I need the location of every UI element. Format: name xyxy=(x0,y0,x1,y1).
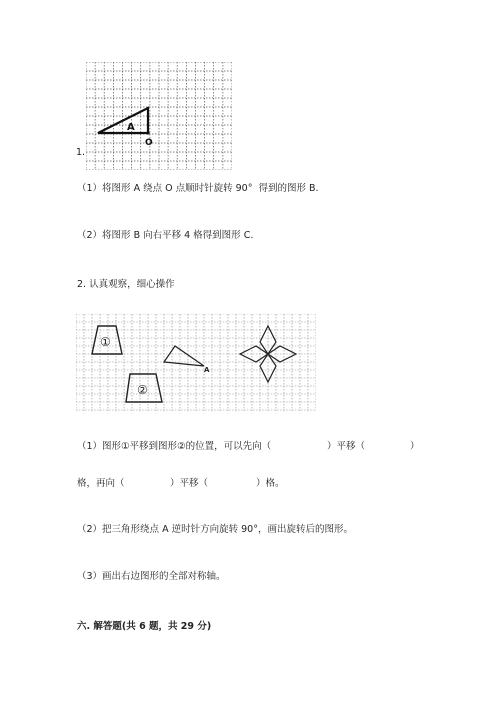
shape-2-label: ② xyxy=(137,383,148,397)
point-o xyxy=(146,131,149,134)
problem1-question-1: （1）将图形 A 绕点 O 点顺时针旋转 90° 得到的图形 B. xyxy=(77,183,319,194)
problem1-question-2: （2）将图形 B 向右平移 4 格得到图形 C. xyxy=(77,230,254,241)
problem1-grid-figure xyxy=(86,62,232,170)
problem2-heading: 2. 认真观察，细心操作 xyxy=(77,279,175,290)
problem2-question-2: （2）把三角形绕点 A 逆时针方向旋转 90°，画出旋转后的图形。 xyxy=(77,524,353,535)
problem2-q1-line2-part3: ）格。 xyxy=(256,478,285,489)
problem1-number: 1. xyxy=(76,147,86,158)
problem2-q1-line1-part3: ） xyxy=(410,441,420,452)
section6-heading: 六. 解答题(共 6 题，共 29 分) xyxy=(77,621,212,632)
label-a: A xyxy=(127,122,135,133)
triangle-with-point-a xyxy=(164,346,204,366)
problem2-grid-figure xyxy=(76,314,316,411)
problem2-q1-line1-part1: （1）图形①平移到图形②的位置，可以先向（ xyxy=(77,441,272,452)
problem2-q1-line2-part1: 格，再向（ xyxy=(77,478,125,489)
problem2-q1-line2-part2: ）平移（ xyxy=(170,478,209,489)
shape-1-label: ① xyxy=(100,335,111,349)
problem2-q1-line1-part2: ）平移（ xyxy=(327,441,366,452)
problem2-question-3: （3）画出右边图形的全部对称轴。 xyxy=(77,571,226,582)
label-o: O xyxy=(145,138,153,148)
label-a: A xyxy=(204,366,210,374)
